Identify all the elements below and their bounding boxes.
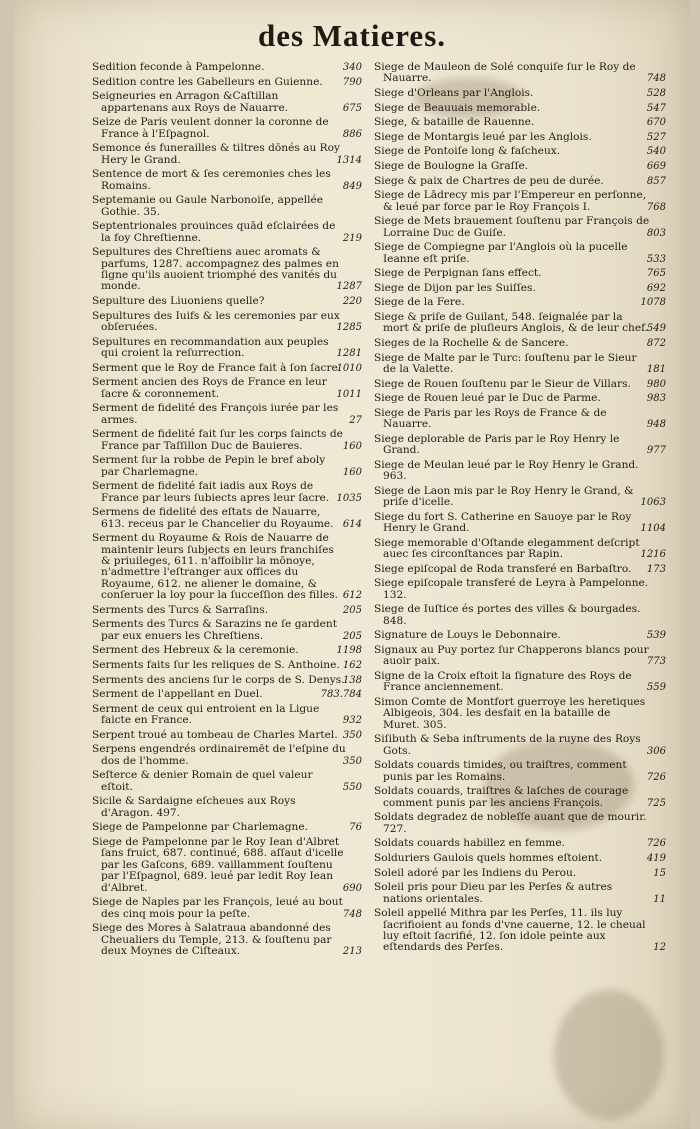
entry-text: Simon Comte de Montfort guerroye les heretiques Albigeois, 304. les desfait en la bataille de Muret. 305. [374,695,646,731]
entry-text: Sepultures des Iuifs & les ceremonies par eux obſeruées. [92,309,340,333]
index-entry [374,379,666,390]
entry-page-number: 27 [349,414,362,426]
entry-text: Serpent troué au tombeau de Charles Martel. [92,728,338,741]
index-entry [92,455,362,478]
entry-text: Sentence de mort & ſes ceremonies ches les Romains. [92,168,331,192]
entry-page-number: 219 [342,232,362,244]
index-entry [374,103,666,114]
entry-text: Siege de Dijon par les Suiſſes. [374,281,536,294]
index-entry [374,734,666,757]
index-entry [92,311,362,334]
index-entry [374,630,666,641]
entry-text: Siege de Iuſtice és portes des villes & bourgades. 848. [374,603,641,627]
entry-page-number: 1198 [336,645,362,657]
entry-page-number: 980 [646,378,666,390]
entry-page-number: 726 [646,771,666,783]
entry-page-number: 748 [342,908,362,920]
entry-page-number: 528 [646,88,666,99]
entry-page-number: 977 [646,445,666,457]
index-entry [374,838,666,849]
entry-text: Serments des Turcs & Sarazins ne ſe gardent par eux enuers les Chreſtiens. [92,618,337,642]
entry-text: Serment de ceux qui entroient en la Ligue faicte en France. [92,702,320,727]
entry-page-number: 350 [342,755,362,767]
entry-text: Signe de la Croix eſtoit la ſignature des Roys de France anciennement. [374,669,632,694]
entry-page-number: 76 [349,822,362,834]
entry-page-number: 803 [646,227,666,239]
index-entry [92,507,362,530]
entry-page-number: 773 [646,656,666,668]
entry-page-number: 765 [646,268,666,280]
index-entry [374,62,666,85]
entry-text: Sicile & Sardaigne eſcheues aux Roys d'Aragon. 497. [92,795,296,819]
index-entry [374,538,666,561]
entry-page-number: 1035 [336,492,362,504]
index-entry [92,822,362,833]
entry-text: Signature de Louys le Debonnaire. [374,629,561,642]
entry-page-number: 550 [342,781,362,793]
entry-text: Siege de Boulogne la Graſſe. [374,159,529,172]
entry-page-number: 15 [653,867,666,879]
entry-page-number: 540 [646,146,666,158]
index-entry [374,486,666,509]
index-entry [92,377,362,400]
index-entry [92,169,362,192]
entry-page-number: 173 [646,563,666,575]
entry-page-number: 1285 [336,322,362,333]
entry-page-number: 213 [342,946,362,957]
entry-text: Soldats couards, traiſtres & laſches de courage comment punis par les anciens François. [374,785,629,809]
entry-page-number: 11 [653,893,666,905]
index-entry [374,882,666,905]
entry-text: Serment de fidelité fait iadis aux Roys de France par leurs ſubiects apres leur ſacre. [92,480,330,504]
entry-text: Sepultures des Chreſtiens auec aromats & parfums, 1287. accompagnez des palmes en ſigne qu'ils auoient triomphé des vanités du monde. [92,246,339,293]
index-entry [92,923,362,957]
entry-text: Siege de Beauuais memorable. [374,101,541,114]
entry-page-number: 559 [646,682,666,694]
entry-text: Siege de la Fere. [374,296,465,309]
index-entry [374,312,666,335]
entry-page-number: 849 [342,180,362,192]
entry-page-number: 162 [342,660,362,671]
index-entry [374,353,666,376]
entry-page-number: 748 [646,73,666,85]
index-entry [92,660,362,671]
entry-page-number: 857 [646,175,666,187]
index-entry [92,62,362,73]
entry-page-number: 692 [646,282,666,294]
entry-page-number: 533 [646,253,666,265]
entry-page-number: 670 [646,117,666,129]
index-entry [374,512,666,535]
index-entry [374,132,666,143]
index-entry [92,619,362,642]
index-entry [374,434,666,457]
entry-page-number: 539 [646,630,666,642]
index-entry [374,578,666,601]
entry-text: Soldats couards habillez en femme. [374,837,565,850]
entry-page-number: 547 [646,102,666,114]
entry-text: Septemanie ou Gaule Narbonoiſe, appellée Gothie. 35. [92,194,324,218]
entry-text: Siege des Mores à Salatraua abandonné des Cheualiers du Temple, 213. & ſouſtenu par deux Moynes de Ciſteaux. [92,922,332,957]
entry-text: Siege de Naples par les François, leué au bout des cinq mois pour la peſte. [92,896,343,920]
entry-text: Sedition contre les Gabelleurs en Guienne. [92,75,323,88]
index-column-right [374,62,666,957]
entry-page-number: 872 [646,337,666,349]
index-entry [374,88,666,99]
entry-text: Siege de Compiegne par l'Anglois où la pucelle Ieanne eſt priſe. [374,241,628,265]
entry-page-number: 725 [646,797,666,809]
index-entry [374,216,666,239]
index-entry [374,564,666,575]
entry-text: Siege deplorable de Paris par le Roy Henry le Grand. [374,432,620,457]
entry-page-number: 948 [646,419,666,431]
entry-text: Siege d'Orleans par l'Anglois. [374,87,534,99]
index-entry [92,403,362,426]
entry-text: Siege, & bataille de Rauenne. [374,116,535,129]
page-title: des Matieres. [257,18,447,53]
index-entry [374,190,666,213]
entry-text: Siege de Rouen ſouſtenu par le Sieur de Villars. [374,377,631,390]
entry-text: Siege du fort S. Catherine en Sauoye par le Roy Henry le Grand. [374,510,632,535]
entry-text: Siege de Mets brauement ſouſtenu par François de Lorraine Duc de Guiſe. [374,215,650,239]
entry-page-number: 783.784 [320,689,362,701]
index-entry [92,704,362,727]
index-entry [92,91,362,114]
index-entry [92,77,362,88]
index-entry [374,604,666,627]
entry-text: Siege de Malte par le Turc: ſouſtenu par le Sieur de la Valette. [374,351,637,375]
entry-text: Seize de Paris veulent donner la coronne de France à l'Eſpagnol. [92,116,329,140]
index-entry [374,242,666,265]
entry-text: Soleil pris pour Dieu par les Perſes & autres nations orientales. [374,881,613,905]
entry-page-number: 983 [646,393,666,405]
index-entry [92,429,362,452]
entry-page-number: 1078 [640,297,666,309]
entry-text: Soleil appellé Mithra par les Perſes, 11. ils luy ſacrifioient au fonds d'vne cauerne, 12. le cheual luy eſtoit ſacrifié, 12. ſon idole peinte aux eſtendards des Perſes. [374,907,646,954]
index-entry [374,812,666,835]
entry-text: Septentrionales prouinces quād eſclairées de la foy Chreſtienne. [92,220,336,244]
entry-page-number: 675 [342,102,362,114]
entry-text: Sieges de la Rochelle & de Sancere. [374,336,569,349]
entry-text: Siege & priſe de Guilant, 548. ſeignalée par la mort & priſe de pluſieurs Anglois, & de leur chef. [374,310,649,335]
index-entry [92,247,362,293]
ink-stain [554,990,664,1120]
entry-text: Siege de Pampelonne par Charlemagne. [92,821,308,834]
index-entry [92,481,362,504]
index-entry [374,786,666,809]
entry-text: Serments faits ſur les reliques de S. Anthoine. [92,659,340,671]
index-entry [92,117,362,140]
entry-page-number: 1281 [336,348,362,359]
index-entry [92,605,362,616]
entry-text: Siege de Mauleon de Solé conquiſe ſur le Roy de Nauarre. [374,61,636,85]
entry-page-number: 1104 [640,523,666,535]
entry-page-number: 726 [646,838,666,850]
entry-text: Serpens engendrés ordinairemēt de l'eſpine du dos de l'homme. [92,743,346,767]
index-entry [374,697,666,731]
entry-page-number: 1314 [336,154,362,166]
entry-text: Siege de Perpignan ſans effect. [374,267,542,280]
entry-text: Seſterce & denier Romain de quel valeur eſtoit. [92,769,313,793]
entry-page-number: 1216 [640,549,666,561]
index-entry [92,770,362,793]
index-entry [374,853,666,864]
index-entry [92,837,362,894]
index-entry [92,363,362,374]
entry-text: Siege memorable d'Oſtande elegamment deſcript auec ſes circonſtances par Rapin. [374,536,640,561]
entry-page-number: 549 [646,323,666,335]
entry-text: Siſibuth & Seba inſtruments de la ruyne des Roys Gots. [374,733,641,757]
index-entry [374,393,666,404]
index-entry [374,460,666,483]
entry-page-number: 1010 [336,362,362,374]
entry-text: Sedition feconde à Pampelonne. [92,61,265,73]
entry-text: Semonce és funerailles & tiltres dōnés au Roy Hery le Grand. [92,142,340,166]
index-entry [92,897,362,920]
entry-text: Seigneuries en Arragon &Caſtillan appartenans aux Roys de Nauarre. [92,90,289,114]
index-entry [374,297,666,308]
index-entry [374,283,666,294]
entry-text: Serment de fidelité fait ſur les corps ſaincts de France par Taſſillon Duc de Bauieres. [92,428,343,452]
index-entry [92,296,362,307]
index-entry [92,533,362,601]
entry-page-number: 790 [342,76,362,88]
index-entry [374,908,666,954]
entry-text: Sermens de fidelité des eſtats de Nauarre, 613. receus par le Chancelier du Royaume. [92,506,334,530]
index-entry [92,796,362,819]
entry-page-number: 340 [342,62,362,73]
entry-text: Serments des Turcs & Sarraſins. [92,603,269,616]
entry-text: Sepultures en recommandation aux peuples qui croient la reſurrection. [92,335,329,359]
book-page [14,0,690,1129]
entry-page-number: 1063 [640,497,666,509]
entry-text: Signaux au Puy portez ſur Chapperons blancs pour auoir paix. [374,643,649,668]
index-entry [92,645,362,656]
index-entry [374,760,666,783]
index-entry [374,146,666,157]
entry-page-number: 932 [342,715,362,727]
entry-text: Serment du Royaume & Rois de Nauarre de maintenir leurs ſubjects en leurs franchiſes & priuileges, 611. n'affoiblir la mōnoye, n'admettre l'eſtranger aux offices du Royaume, 612. ne aliener le domaine, & conſeruer la loy pour la ſucceſſion des filles. [92,532,339,602]
entry-text: Siege de Montargis leué par les Anglois. [374,130,592,143]
entry-text: Serment ſur la robbe de Pepin le bref aboly par Charlemagne. [92,454,326,478]
entry-page-number: 205 [342,630,362,642]
index-entry [92,143,362,166]
entry-page-number: 205 [342,604,362,616]
entry-page-number: 160 [342,466,362,478]
index-entry [374,161,666,172]
index-entry [374,176,666,187]
entry-page-number: 527 [646,131,666,143]
entry-text: Siege de Pontoiſe long & faſcheux. [374,145,561,158]
entry-page-number: 181 [646,363,666,375]
index-entry [374,338,666,349]
entry-text: Siege de Rouen leué par le Duc de Parme. [374,392,601,405]
index-entry [92,221,362,244]
index-entry [92,744,362,767]
entry-page-number: 1011 [336,388,362,400]
entry-text: Sepulture des Liuoniens quelle? [92,295,265,307]
entry-text: Serment de fidelité des François iurée par les armes. [92,402,339,426]
entry-page-number: 306 [646,745,666,757]
entry-page-number: 1287 [336,281,362,293]
entry-text: Siege de Lādrecy mis par l'Empereur en perſonne, & leué par force par le Roy François I. [374,189,647,213]
entry-text: Siege de Laon mis par le Roy Henry le Grand, & priſe d'icelle. [374,484,634,509]
entry-page-number: 220 [342,296,362,307]
entry-page-number: 768 [646,201,666,213]
entry-page-number: 12 [653,942,666,954]
entry-page-number: 886 [342,128,362,140]
index-entry [92,195,362,218]
index-entry [92,337,362,360]
index-entry [374,117,666,128]
entry-page-number: 612 [342,590,362,602]
entry-page-number: 614 [342,518,362,530]
entry-text: Soleil adoré par les Indiens du Perou. [374,866,577,879]
entry-text: Solduriers Gaulois quels hommes eſtoient. [374,851,603,864]
entry-text: Soldats couards timides, ou traiſtres, comment punis par les Romains. [374,759,627,783]
entry-text: Siege de Pampelonne par le Roy Iean d'Albret ſans fruict, 687. continué, 688. aſſaut d'icelle par les Gaſcons, 689. vaillamment ſouſtenu par l'Eſpagnol, 689. leué par ledit Roy Iean d'Albret. [92,835,344,894]
index-entry [92,689,362,700]
entry-page-number: 419 [646,852,666,864]
entry-text: Siege de Meulan leué par le Roy Henry le Grand. 963. [374,458,639,483]
entry-text: Serment que le Roy de France fait à ſon ſacre. [92,361,342,374]
index-entry [92,730,362,741]
index-entry [374,268,666,279]
entry-text: Serment des Hebreux & la ceremonie. [92,644,299,657]
index-entry [374,868,666,879]
entry-text: Siege & paix de Chartres de peu de durée. [374,174,604,187]
entry-text: Siege epiſcopale transferé de Leyra à Pampelonne. 132. [374,577,649,601]
entry-page-number: 690 [342,882,362,894]
index-column-left [92,62,362,961]
entry-text: Siege de Paris par les Roys de France & de Nauarre. [374,406,607,431]
entry-page-number: 669 [646,160,666,172]
entry-page-number: 350 [342,729,362,741]
entry-text: Serment de l'appellant en Duel. [92,688,263,701]
index-entry [374,408,666,431]
entry-text: Serment ancien des Roys de France en leur ſacre & coronnement. [92,376,327,400]
index-entry [374,645,666,668]
entry-text: Serments des anciens ſur le corps de S. Denys. [92,673,345,686]
entry-text: Siege epiſcopal de Roda transferé en Barbaſtro. [374,562,632,575]
index-entry [92,675,362,686]
entry-page-number: 160 [342,440,362,452]
index-entry [374,671,666,694]
entry-page-number: 138 [342,674,362,686]
entry-text: Soldats degradez de nobleſſe auant que de mourir. 727. [374,811,647,835]
